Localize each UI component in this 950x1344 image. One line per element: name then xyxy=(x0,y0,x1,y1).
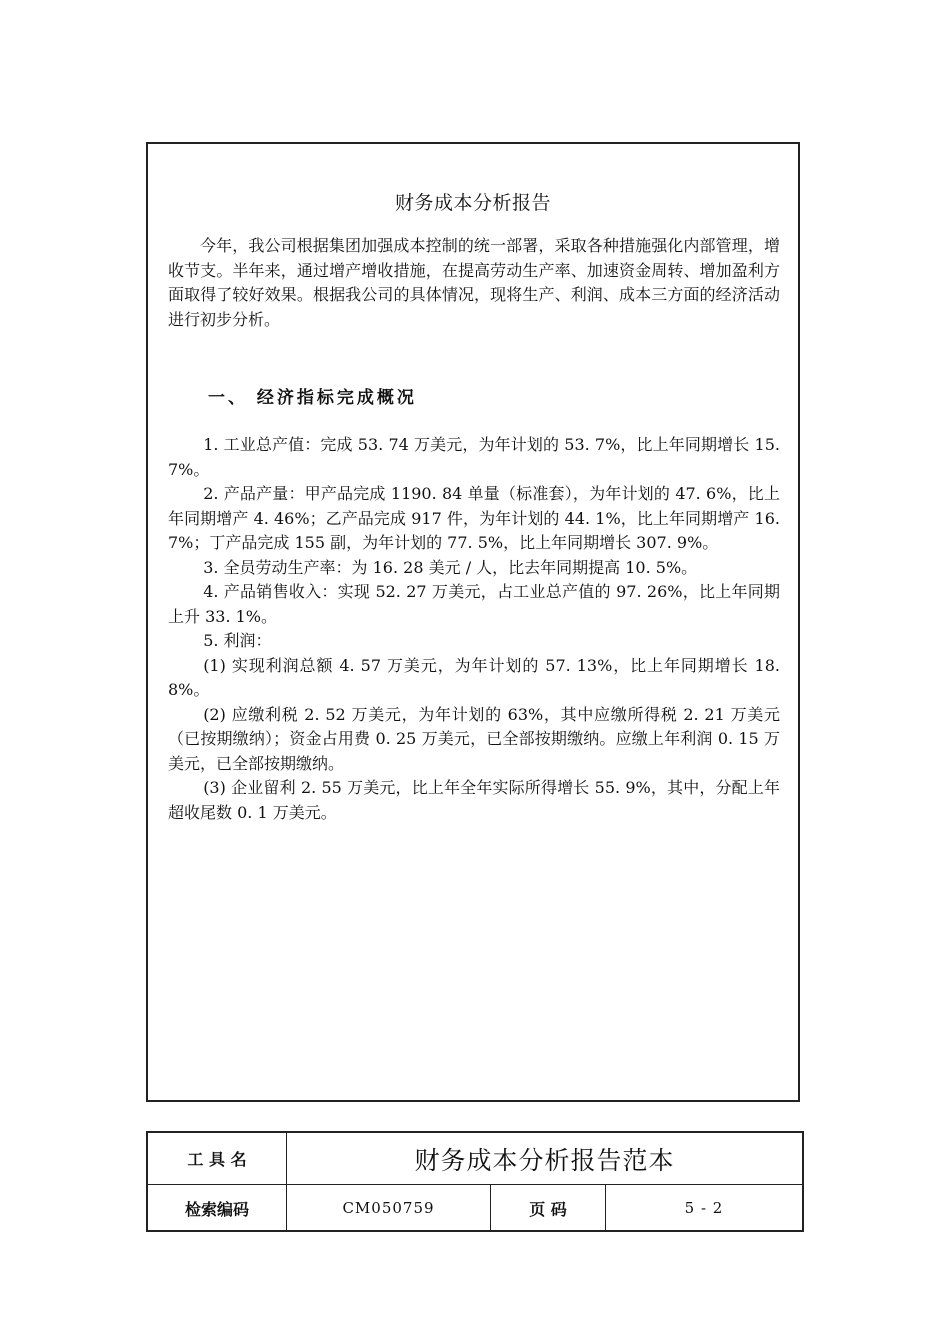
report-title: 财务成本分析报告 xyxy=(394,192,551,214)
tool-name: 财务成本分析报告范本 xyxy=(414,1145,675,1175)
info-table xyxy=(146,1131,804,1232)
indicator-item-3: 3. 全员劳动生产率：为 16. 28 美元 / 人，比去年同期提高 10. 5%。 xyxy=(203,557,698,577)
page-value: 5 - 2 xyxy=(684,1199,724,1217)
indicator-item-1: 1. 工业总产值：完成 53. 74 万美元，为年计划的 53. 7%，比上年同期增长 15. 7%。 xyxy=(168,435,780,479)
code-label: 检索编码 xyxy=(184,1199,249,1219)
profit-item-3: (3) 企业留利 2. 55 万美元，比上年全年实际所得增长 55. 9%，其中，分配上年超收尾数 0. 1 万美元。 xyxy=(168,778,780,822)
indicator-list xyxy=(168,433,780,825)
tool-label: 工 具 名 xyxy=(187,1150,247,1169)
indicator-item-4: 4. 产品销售收入：实现 52. 27 万美元，占工业总产值的 97. 26%，比上年同期上升 33. 1%。 xyxy=(168,582,780,626)
report-frame xyxy=(146,142,800,1102)
section-heading: 一、 经济指标完成概况 xyxy=(208,388,417,408)
indicator-item-2: 2. 产品产量：甲产品完成 1190. 84 单量（标准套），为年计划的 47. 6%，比上年同期增产 4. 46%；乙产品完成 917 件，为年计划的 44. 1%，比上年同期增产 16. 7%；丁产品完成 155 副，为年计划的 77. 5%，比上年同期增长 307. 9%。 xyxy=(168,484,780,552)
page-label: 页 码 xyxy=(529,1199,567,1219)
indicator-item-5: 5. 利润： xyxy=(203,631,272,650)
intro-block xyxy=(168,234,780,332)
code-value: CM050759 xyxy=(342,1199,435,1217)
profit-item-2: (2) 应缴利税 2. 52 万美元，为年计划的 63%，其中应缴所得税 2. 21 万美元（已按期缴纳）；资金占用费 0. 25 万美元，已全部按期缴纳。应缴上年利润 0. 15 万美元，已全部按期缴纳。 xyxy=(168,704,780,773)
intro-paragraph: 今年，我公司根据集团加强成本控制的统一部署，采取各种措施强化内部管理，增收节支。半年来，通过增产增收措施，在提高劳动生产率、加速资金周转、增加盈利方面取得了较好效果。根据我公司的具体情况，现将生产、利润、成本三方面的经济活动进行初步分析。 xyxy=(168,236,780,329)
profit-item-1: (1) 实现利润总额 4. 57 万美元，为年计划的 57. 13%，比上年同期增长 18. 8%。 xyxy=(168,655,780,699)
